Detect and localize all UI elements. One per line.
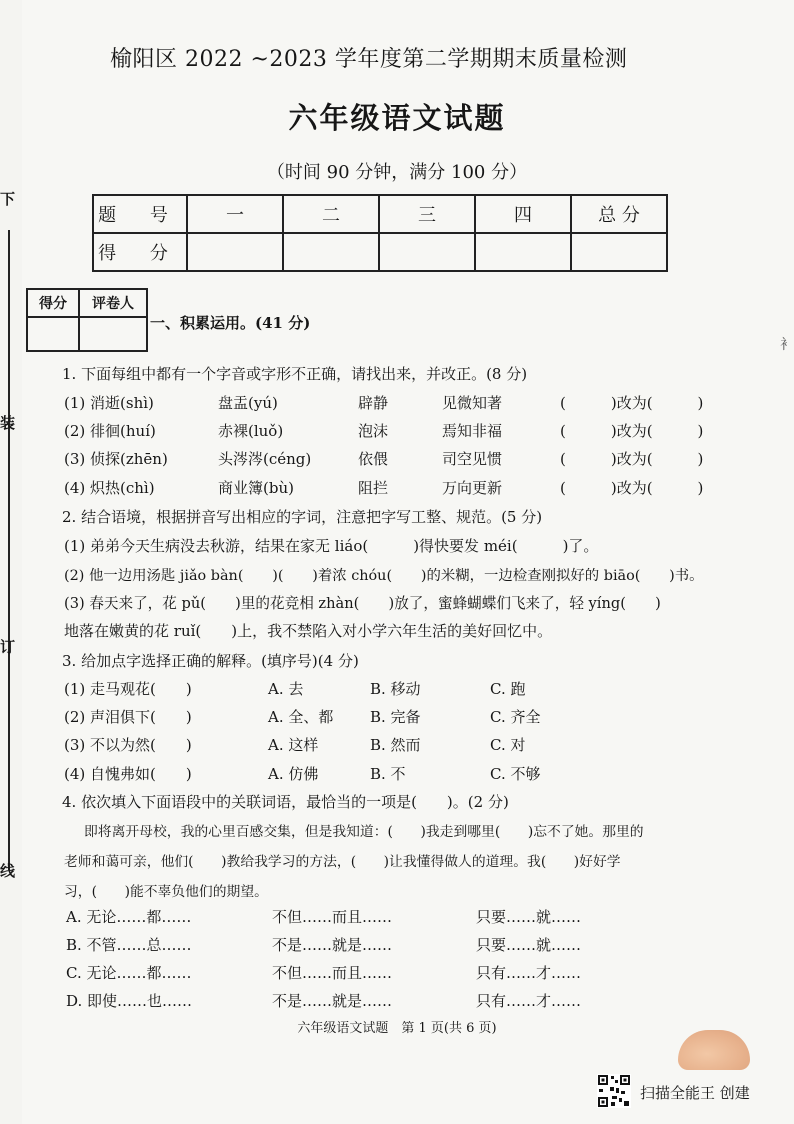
edge-mark: 衤 bbox=[780, 337, 794, 353]
q3-item[interactable]: (3) 不以为然( ) bbox=[64, 736, 192, 754]
q4-option-part: 只有……才…… bbox=[476, 992, 582, 1010]
q3-item[interactable]: (4) 自愧弗如( ) bbox=[64, 765, 192, 783]
score-row-label: 得 分 bbox=[93, 233, 187, 271]
binding-mark: 线 bbox=[0, 862, 16, 880]
question-stem: 1. 下面每组中都有一个字音或字形不正确，请找出来，并改正。(8 分) bbox=[62, 365, 528, 383]
q4-passage[interactable]: 即将离开母校，我的心里百感交集，但是我知道：( )我走到哪里( )忘不了她。那里的 bbox=[84, 824, 644, 840]
q3-option: C. 对 bbox=[490, 736, 526, 754]
finger-blur bbox=[678, 1030, 750, 1070]
q1-item: 司空见惯 bbox=[442, 450, 503, 468]
score-header-cell: 一 bbox=[187, 195, 283, 233]
q4-option-part: 不但……而且…… bbox=[272, 964, 393, 982]
q4-option-part: 不是……就是…… bbox=[272, 936, 393, 954]
exam-title: 榆阳区 2022 ~2023 学年度第二学期期末质量检测 bbox=[110, 47, 628, 72]
q1-item: 商业簿(bù) bbox=[218, 479, 294, 497]
q1-item: 万向更新 bbox=[442, 479, 503, 497]
q4-option-part: 只要……就…… bbox=[476, 908, 582, 926]
q3-option: B. 不 bbox=[370, 765, 406, 783]
q1-item: (1) 消逝(shì) bbox=[64, 394, 154, 412]
q3-option: A. 这样 bbox=[268, 736, 319, 754]
question-stem: 4. 依次填入下面语段中的关联词语，最恰当的一项是( )。(2 分) bbox=[62, 793, 509, 811]
q3-option: C. 齐全 bbox=[490, 708, 541, 726]
exam-subject: 六年级语文试题 bbox=[288, 101, 506, 135]
q4-option-part: 只有……才…… bbox=[476, 964, 582, 982]
grader-score-cell[interactable] bbox=[27, 317, 79, 351]
q4-option[interactable]: C. 无论……都…… bbox=[66, 964, 192, 982]
grader-name-label: 评卷人 bbox=[79, 289, 147, 317]
q3-option: A. 去 bbox=[268, 680, 304, 698]
q2-line[interactable]: (1) 弟弟今天生病没去秋游，结果在家无 liáo( )得快要发 méi( )了。 bbox=[64, 537, 599, 555]
q1-item: (2) 徘徊(huí) bbox=[64, 422, 156, 440]
q2-line[interactable]: 地落在嫩黄的花 ruǐ( )上，我不禁陷入对小学六年生活的美好回忆中。 bbox=[64, 622, 553, 640]
score-cell[interactable] bbox=[379, 233, 475, 271]
q3-item[interactable]: (2) 声泪俱下( ) bbox=[64, 708, 192, 726]
grader-box bbox=[26, 288, 148, 352]
q2-line[interactable]: (2) 他一边用汤匙 jiǎo bàn( )( )着浓 chóu( )的米糊，一边检查刚拟好的 biāo( )书。 bbox=[64, 568, 704, 584]
grader-score-label: 得分 bbox=[27, 289, 79, 317]
q4-option[interactable]: A. 无论……都…… bbox=[66, 908, 192, 926]
binding-mark: 订 bbox=[0, 638, 16, 656]
binding-line bbox=[8, 230, 10, 870]
score-header-cell: 二 bbox=[283, 195, 379, 233]
q1-item: (3) 侦探(zhēn) bbox=[64, 450, 168, 468]
q1-item: 依偎 bbox=[358, 450, 389, 468]
answer-blank[interactable]: ( )改为( ) bbox=[560, 479, 704, 497]
q4-option-part: 不是……就是…… bbox=[272, 992, 393, 1010]
qr-code-icon bbox=[597, 1074, 631, 1108]
score-header-cell: 三 bbox=[379, 195, 475, 233]
q3-option: B. 完备 bbox=[370, 708, 421, 726]
section-title: 一、积累运用。(41 分) bbox=[150, 314, 311, 332]
q3-option: A. 仿佛 bbox=[268, 765, 319, 783]
q1-item: 泡沫 bbox=[358, 422, 389, 440]
q1-item: 焉知非福 bbox=[442, 422, 503, 440]
q3-option: B. 移动 bbox=[370, 680, 421, 698]
q1-item: 头涔涔(céng) bbox=[218, 450, 312, 468]
q1-item: 盘盂(yú) bbox=[218, 394, 278, 412]
score-header-cell: 题 号 bbox=[93, 195, 187, 233]
exam-info: （时间 90 分钟，满分 100 分） bbox=[266, 162, 528, 183]
q1-item: 见微知著 bbox=[442, 394, 503, 412]
answer-blank[interactable]: ( )改为( ) bbox=[560, 394, 704, 412]
q4-option-part: 不但……而且…… bbox=[272, 908, 393, 926]
q1-item: 赤裸(luǒ) bbox=[218, 422, 284, 440]
q4-option[interactable]: D. 即使……也…… bbox=[66, 992, 193, 1010]
q3-option: B. 然而 bbox=[370, 736, 421, 754]
q4-option[interactable]: B. 不管……总…… bbox=[66, 936, 192, 954]
score-header-cell: 四 bbox=[475, 195, 571, 233]
scanner-brand: 扫描全能王 创建 bbox=[640, 1084, 750, 1102]
question-stem: 2. 结合语境，根据拼音写出相应的字词，注意把字写工整、规范。(5 分) bbox=[62, 508, 543, 526]
q1-item: (4) 炽热(chì) bbox=[64, 479, 155, 497]
q3-option: C. 不够 bbox=[490, 765, 541, 783]
binding-mark: 装 bbox=[0, 414, 16, 432]
question-stem: 3. 给加点字选择正确的解释。(填序号)(4 分) bbox=[62, 652, 359, 670]
score-header-cell: 总 分 bbox=[571, 195, 667, 233]
q3-option: C. 跑 bbox=[490, 680, 526, 698]
score-cell[interactable] bbox=[283, 233, 379, 271]
q4-passage[interactable]: 习，( )能不辜负他们的期望。 bbox=[64, 884, 268, 900]
q4-passage[interactable]: 老师和蔼可亲，他们( )教给我学习的方法，( )让我懂得做人的道理。我( )好好学 bbox=[64, 854, 621, 870]
score-cell[interactable] bbox=[187, 233, 283, 271]
score-cell[interactable] bbox=[571, 233, 667, 271]
q2-line[interactable]: (3) 春天来了，花 pǔ( )里的花竞相 zhàn( )放了，蜜蜂蝴蝶们飞来了，轻 yíng( ) bbox=[64, 595, 661, 612]
grader-name-cell[interactable] bbox=[79, 317, 147, 351]
q1-item: 辟静 bbox=[358, 394, 389, 412]
q3-item[interactable]: (1) 走马观花( ) bbox=[64, 680, 192, 698]
page-footer: 六年级语文试题 第 1 页(共 6 页) bbox=[297, 1021, 497, 1036]
answer-blank[interactable]: ( )改为( ) bbox=[560, 450, 704, 468]
answer-blank[interactable]: ( )改为( ) bbox=[560, 422, 704, 440]
score-cell[interactable] bbox=[475, 233, 571, 271]
binding-mark: 下 bbox=[0, 190, 16, 208]
q4-option-part: 只要……就…… bbox=[476, 936, 582, 954]
q3-option: A. 全、都 bbox=[268, 708, 334, 726]
q1-item: 阻拦 bbox=[358, 479, 389, 497]
score-table bbox=[92, 194, 668, 272]
